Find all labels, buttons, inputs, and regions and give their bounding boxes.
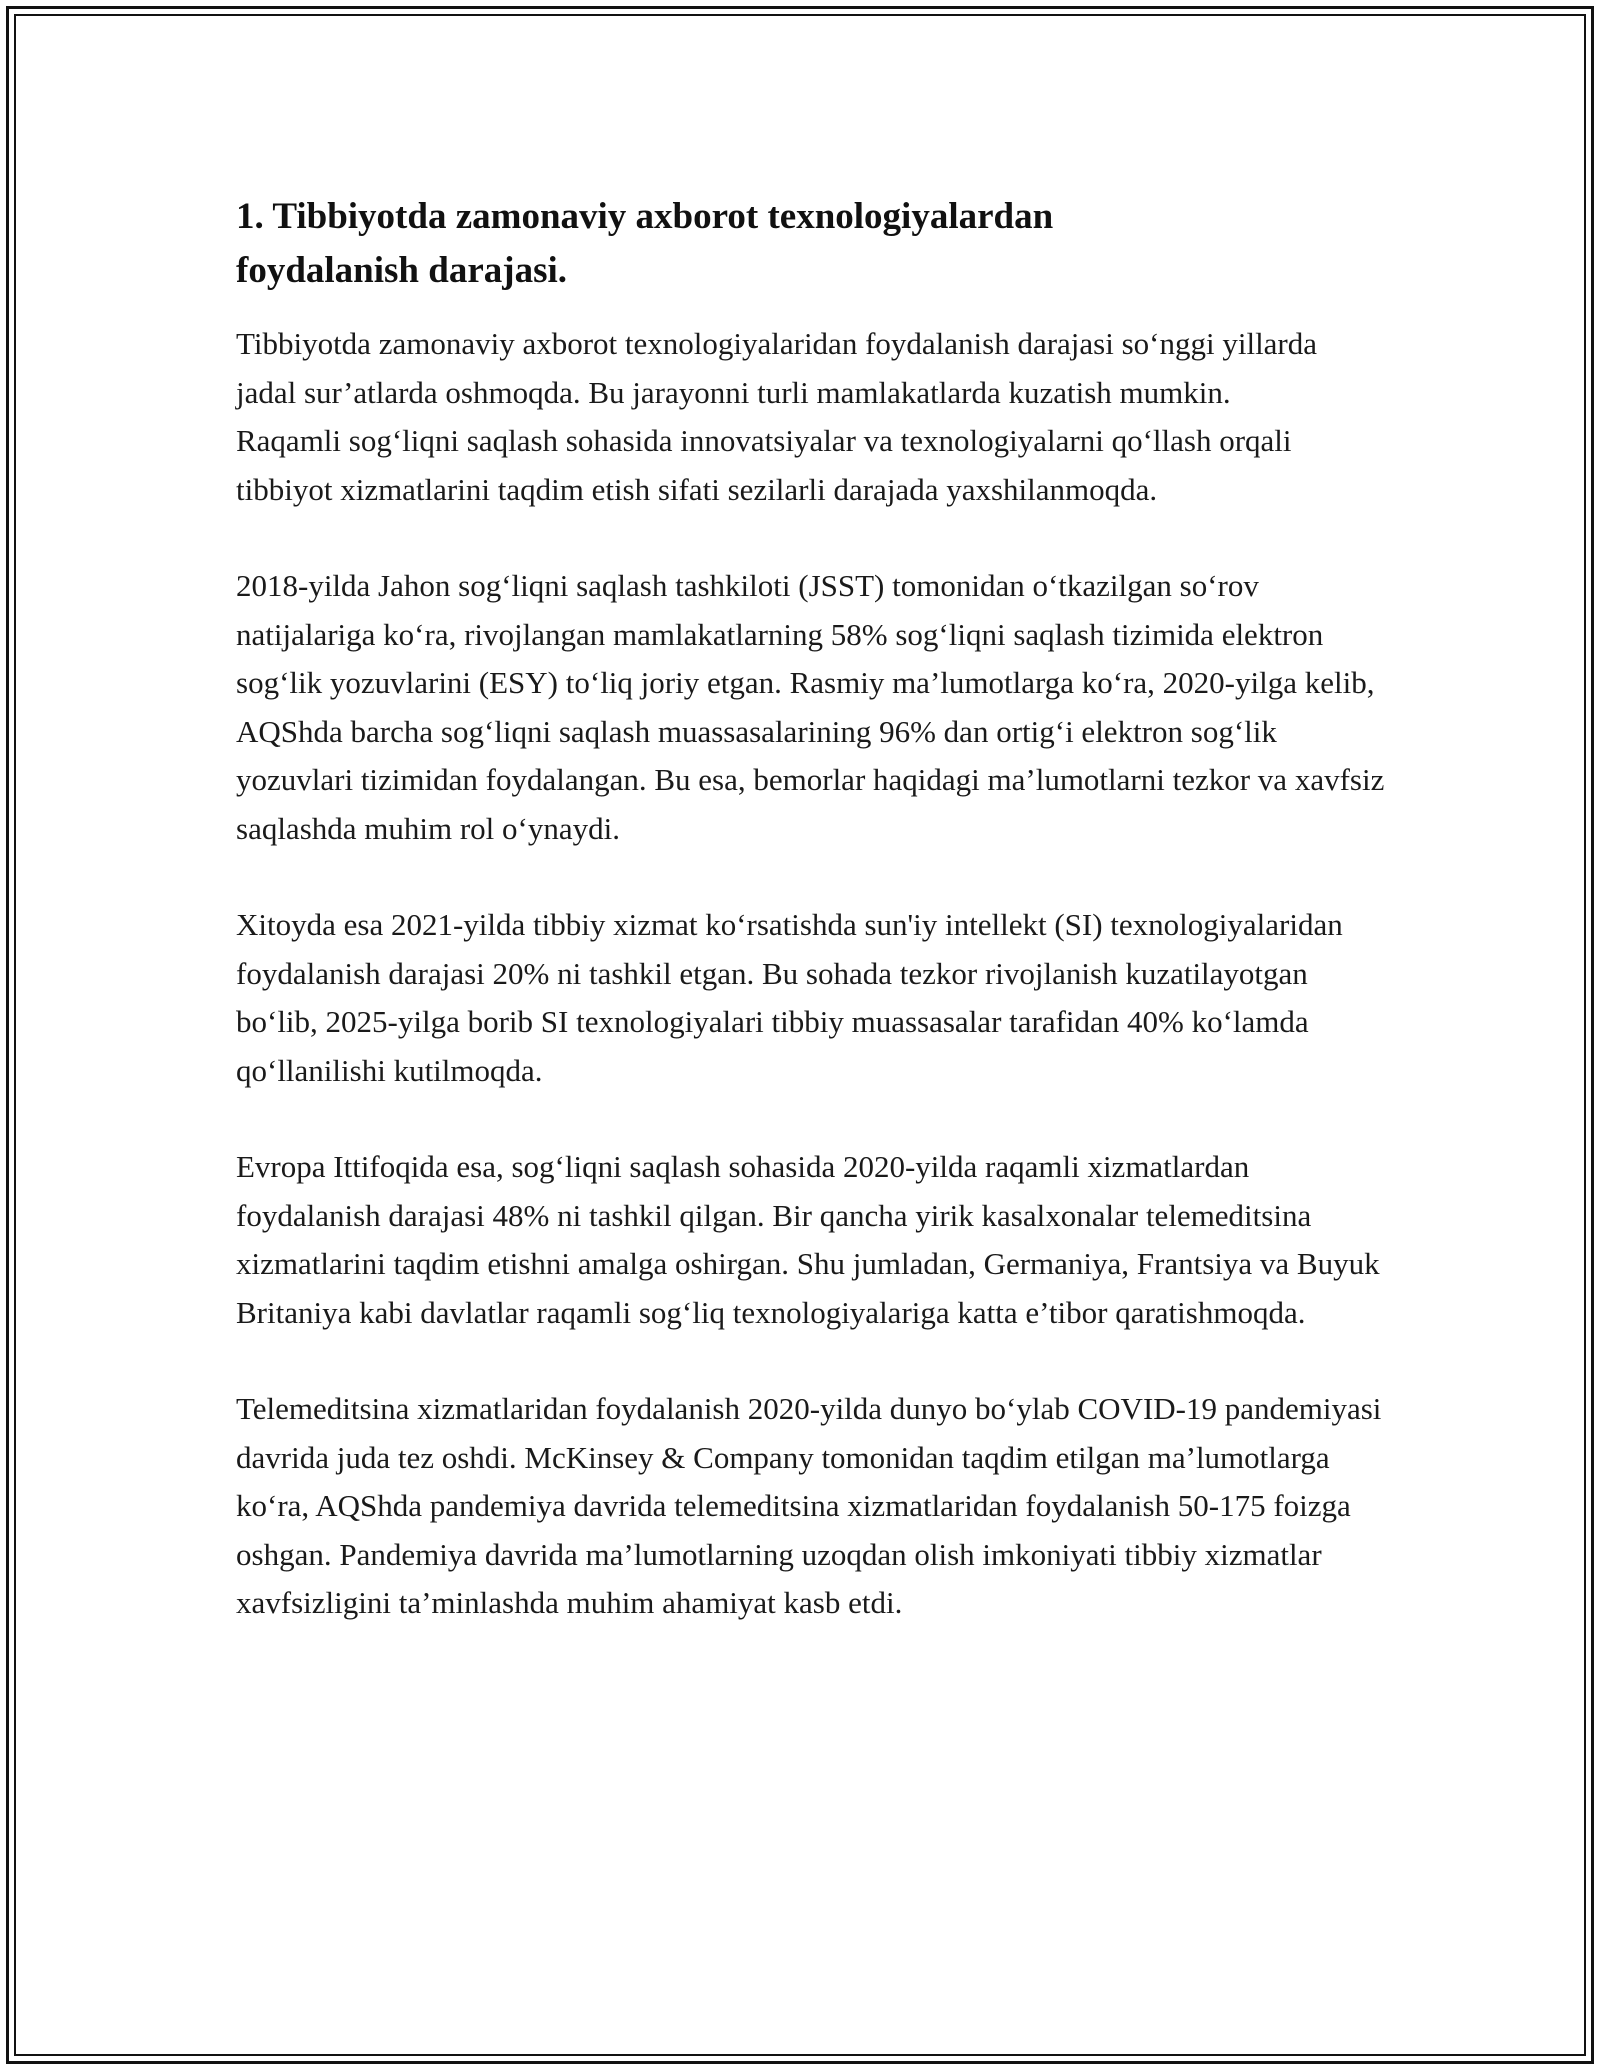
paragraph-intro: Tibbiyotda zamonaviy axborot texnologiyalaridan foydalanish darajasi so‘nggi yillarda jadal sur’atlarda oshmoqda. Bu jarayonni turli mamlakatlarda kuzatish mumkin. Raqamli sog‘liqni saqlash sohasida innovatsiyalar va texnologiyalarni qo‘llash orqali tibbiyot xizmatlarini taqdim etish sifati sezilarli darajada yaxshilanmoqda. [236,326,1318,507]
paragraph-who-survey: 2018-yilda Jahon sog‘liqni saqlash tashkiloti (JSST) tomonidan o‘tkazilgan so‘rov natijalariga ko‘ra, rivojlangan mamlakatlarning 58% sog‘liqni saqlash tizimida elektron sog‘lik yozuvlarini (ESY) to‘liq joriy etgan. Rasmiy ma’lumotlarga ko‘ra, 2020-yilga kelib, AQShda barcha sog‘liqni saqlash muassasalarining 96% dan ortig‘i elektron sog‘lik yozuvlari tizimidan foydalangan. Bu esa, bemorlar haqidagi ma’lumotlarni tezkor va xavfsiz saqlashda muhim rol o‘ynaydi. [236,568,1385,846]
paragraph-china-ai: Xitoyda esa 2021-yilda tibbiy xizmat ko‘rsatishda sun'iy intellekt (SI) texnologiyalaridan foydalanish darajasi 20% ni tashkil etgan. Bu sohada tezkor rivojlanish kuzatilayotgan bo‘lib, 2025-yilga borib SI texnologiyalari tibbiy muassasalar tarafidan 40% ko‘lamda qo‘llanilishi kutilmoqda. [236,907,1343,1088]
document-body [236,190,1396,1628]
paragraph-telemedicine: Telemeditsina xizmatlaridan foydalanish 2020-yilda dunyo bo‘ylab COVID-19 pandemiyasi davrida juda tez oshdi. McKinsey & Company tomonidan taqdim etilgan ma’lumotlarga ko‘ra, AQShda pandemiya davrida telemeditsina xizmatlaridan foydalanish 50-175 foizga oshgan. Pandemiya davrida ma’lumotlarning uzoqdan olish imkoniyati tibbiy xizmatlar xavfsizligini ta’minlashda muhim ahamiyat kasb etdi. [236,1391,1382,1620]
section-heading: 1. Tibbiyotda zamonaviy axborot texnologiyalardan foydalanish darajasi. [236,196,1054,291]
paragraph-eu-digital: Evropa Ittifoqida esa, sog‘liqni saqlash sohasida 2020-yilda raqamli xizmatlardan foydalanish darajasi 48% ni tashkil qilgan. Bir qancha yirik kasalxonalar telemeditsina xizmatlarini taqdim etishni amalga oshirgan. Shu jumladan, Germaniya, Frantsiya va Buyuk Britaniya kabi davlatlar raqamli sog‘liq texnologiyalariga katta e’tibor qaratishmoqda. [236,1149,1380,1330]
